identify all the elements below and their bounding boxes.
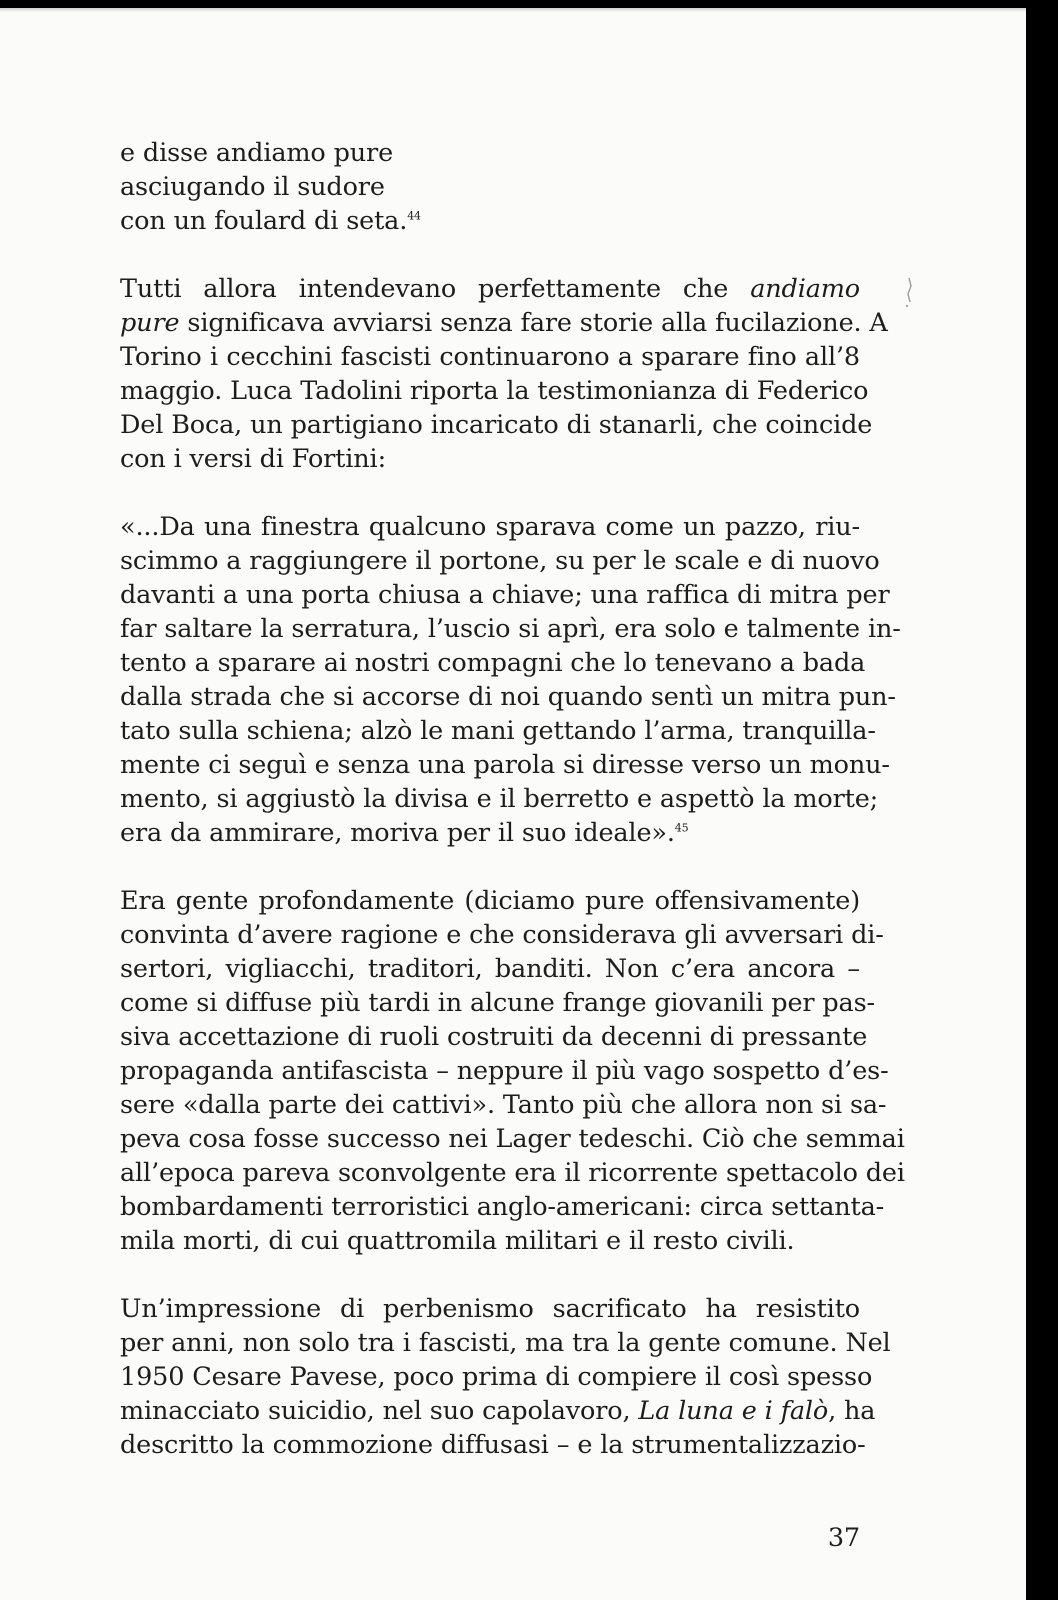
paragraph-line: propaganda antifascista – neppure il più vago sospetto d’es- [120,1056,889,1086]
book-title: La luna e i falò [638,1396,829,1426]
quote-line: tento a sparare ai nostri compagni che lo tenevano a bada [120,648,866,678]
paragraph-line: peva cosa fosse successo nei Lager tedeschi. Ciò che semmai [120,1124,905,1154]
paragraph-line: per anni, non solo tra i fascisti, ma tra la gente comune. Nel [120,1328,891,1358]
quote-line: mento, si aggiustò la divisa e il berretto e aspettò la morte; [120,784,879,814]
paragraph-line [120,306,888,340]
quote-line: dalla strada che si accorse di noi quando sentì un mitra pun- [120,682,896,712]
verse-line: asciugando il sudore [120,172,385,202]
paragraph-text: minacciato suicidio, nel suo capolavoro, [120,1396,639,1426]
paragraph-line: convinta d’avere ragione e che considerava gli avversari di- [120,920,884,950]
paragraph-line: siva accettazione di ruoli costruiti da decenni di pressante [120,1022,868,1052]
quote-line [120,816,860,850]
book-page [0,8,1026,1600]
quote-line: far saltare la serratura, l’uscio si aprì, era solo e talmente in- [120,614,901,644]
quote-line: mente ci seguì e senza una parola si diresse verso un monu- [120,750,890,780]
italic-phrase: pure [120,308,180,338]
footnote-ref-45: 45 [674,821,689,835]
paragraph-line: come si diffuse più tardi in alcune frange giovanili per pas- [120,988,876,1018]
paragraph-line: 1950 Cesare Pavese, poco prima di compiere il così spesso [120,1362,873,1392]
paragraph-text: , ha [828,1396,876,1426]
page-number: 37 [827,1523,860,1553]
paragraph-text: significava avviarsi senza fare storie alla fucilazione. A [179,308,888,338]
paragraph-line: Torino i cecchini fascisti continuarono a sparare fino all’8 [120,342,860,372]
quote-line: «...Da una finestra qualcuno sparava come un pazzo, riu- [120,512,860,542]
paragraph-line: Del Boca, un partigiano incaricato di stanarli, che coincide [120,410,873,440]
paragraph-line: Un’impressione di perbenismo sacrificato ha resistito [120,1294,860,1324]
quote-line: davanti a una porta chiusa a chiave; una raffica di mitra per [120,580,890,610]
paragraph-line [120,272,860,306]
paragraph-text: Tutti allora intendevano perfettamente che [120,274,751,304]
scan-speck-mark [902,276,916,312]
footnote-ref-44: 44 [407,209,421,223]
paragraph-line [120,1394,876,1428]
quote-line: tato sulla schiena; alzò le mani gettando l’arma, tranquilla- [120,716,876,746]
paragraph-line: maggio. Luca Tadolini riporta la testimonianza di Federico [120,376,869,406]
paragraph-line: sertori, vigliacchi, traditori, banditi. Non c’era ancora – [120,954,860,984]
paragraph-line: Era gente profondamente (diciamo pure offensivamente) [120,886,860,916]
paragraph-line: sere «dalla parte dei cattivi». Tanto più che allora non si sa- [120,1090,887,1120]
page-top-edge [0,8,1026,12]
paragraph-line: con i versi di Fortini: [120,444,387,474]
verse-line [120,204,860,238]
quote-line: scimmo a raggiungere il portone, su per le scale e di nuovo [120,546,880,576]
verse-line-text: con un foulard di seta. [120,206,408,236]
paragraph-line: mila morti, di cui quattromila militari e il resto civili. [120,1226,795,1256]
paragraph-line: descritto la commozione diffusasi – e la strumentalizzazio- [120,1430,866,1460]
paragraph-line: all’epoca pareva sconvolgente era il ricorrente spettacolo dei [120,1158,905,1188]
paragraph-line: bombardamenti terroristici anglo-americani: circa settanta- [120,1192,885,1222]
verse-line: e disse andiamo pure [120,138,394,168]
italic-phrase: andiamo [750,274,860,304]
quote-text: era da ammirare, moriva per il suo ideale». [120,818,675,848]
